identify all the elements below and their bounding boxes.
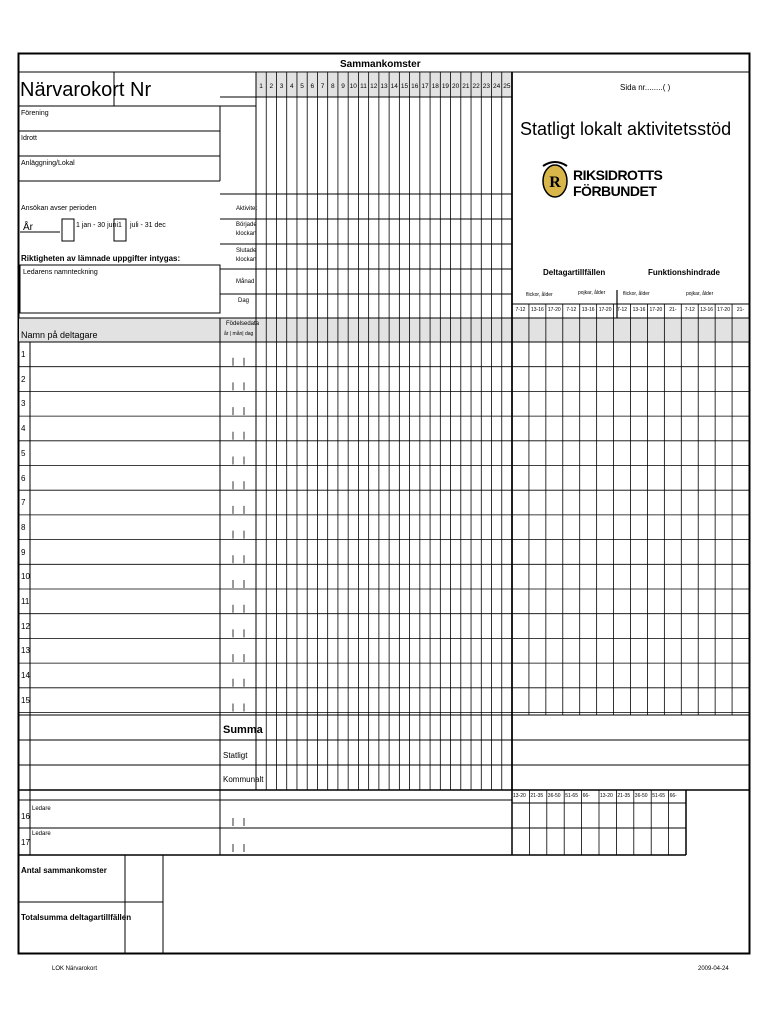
- leader-row-16-number: 16: [21, 812, 30, 821]
- slutade-label-2: klockan: [236, 257, 257, 263]
- leader-age-6: 21-35: [617, 793, 631, 799]
- signature-field[interactable]: [22, 280, 218, 310]
- participant-name-field[interactable]: [31, 492, 219, 513]
- name-header: Namn på deltagare: [21, 330, 98, 340]
- sammankomster-heading: Sammankomster: [340, 59, 421, 70]
- participant-name-field[interactable]: [31, 418, 219, 439]
- participant-name-field[interactable]: [31, 665, 219, 686]
- logo-line-2: FÖRBUNDET: [573, 183, 657, 199]
- participant-name-field[interactable]: [31, 616, 219, 637]
- age-col-2: 17-20: [547, 307, 561, 313]
- age-col-11: 13-16: [700, 307, 714, 313]
- totalsumma-label: Totalsumma deltagartillfällen: [21, 913, 132, 922]
- age-col-6: 7-12: [617, 307, 628, 313]
- age-col-13: 21-: [736, 307, 745, 313]
- anlaggning-label: Anläggning/Lokal: [21, 160, 75, 167]
- session-number-7: 7: [320, 83, 325, 90]
- age-col-4: 13-16: [581, 307, 595, 313]
- participant-row-1-number: 1: [21, 350, 26, 359]
- riktighet-label: Riktigheten av lämnade uppgifter intygas:: [21, 254, 181, 263]
- pojkar-label-1: pojkar, ålder: [578, 290, 606, 296]
- age-col-0: 7-12: [515, 307, 526, 313]
- leader-age-4: 66-: [582, 793, 590, 799]
- session-number-3: 3: [279, 83, 284, 90]
- age-col-12: 17-20: [717, 307, 730, 313]
- session-number-24: 24: [493, 83, 501, 90]
- participant-row-11-number: 11: [21, 597, 30, 606]
- forening-field[interactable]: [20, 118, 218, 130]
- leader-age-5: 13-20: [600, 793, 613, 799]
- antal-field[interactable]: [127, 857, 161, 900]
- kommunalt-label: Kommunalt: [223, 775, 264, 784]
- participant-row-3-number: 3: [21, 399, 26, 409]
- riksidrotts-emblem-icon: [540, 158, 570, 204]
- session-number-11: 11: [360, 83, 367, 90]
- participant-row-12-number: 12: [21, 621, 30, 631]
- age-col-9: 21-: [669, 307, 677, 313]
- footer-left: LOK Närvarokort: [52, 966, 98, 972]
- session-number-8: 8: [330, 83, 335, 90]
- age-col-7: 13-16: [632, 307, 646, 313]
- antal-label: Antal sammankomster: [21, 866, 107, 875]
- totalsumma-field[interactable]: [127, 904, 161, 951]
- anlaggning-field[interactable]: [20, 168, 218, 180]
- participant-name-field[interactable]: [31, 640, 219, 661]
- age-col-8: 17-20: [649, 307, 663, 313]
- session-number-13: 13: [380, 83, 388, 90]
- participant-row-13-number: 13: [21, 646, 30, 656]
- year-label: År: [23, 222, 33, 233]
- slutade-label-1: Slutade: [236, 248, 257, 254]
- session-number-5: 5: [300, 83, 304, 90]
- session-number-18: 18: [431, 83, 439, 90]
- participant-row-2-number: 2: [21, 374, 26, 384]
- leader-age-0: 13-20: [513, 793, 526, 799]
- leader-row-17-number: 17: [21, 838, 30, 847]
- period2-checkbox[interactable]: [115, 220, 125, 240]
- participant-row-15-number: 15: [21, 695, 30, 705]
- leader-row-17-label: Ledare: [32, 831, 51, 837]
- form-title: Statligt lokalt aktivitetsstöd: [520, 119, 732, 139]
- manad-label: Månad: [236, 279, 255, 285]
- borjade-label-1: Började: [236, 222, 257, 228]
- borjade-label-2: klockan: [236, 231, 257, 237]
- fodelse-header-2: år | mån| dag: [224, 331, 254, 337]
- leader-age-9: 66-: [669, 793, 677, 799]
- flickor-label-2: flickor, ålder: [623, 291, 650, 297]
- participant-name-field[interactable]: [31, 690, 219, 711]
- session-number-19: 19: [441, 83, 450, 90]
- year-field[interactable]: [34, 220, 60, 232]
- session-number-15: 15: [400, 83, 409, 90]
- session-number-17: 17: [421, 83, 429, 90]
- statligt-label: Statligt: [223, 751, 248, 760]
- funktionshindrade-heading: Funktionshindrade: [648, 268, 720, 277]
- participant-name-field[interactable]: [31, 566, 219, 587]
- participant-row-9-number: 9: [21, 547, 26, 557]
- ledarens-label: Ledarens namnteckning: [23, 269, 98, 276]
- age-col-5: 17-20: [598, 307, 612, 313]
- participant-row-10-number: 10: [21, 572, 30, 582]
- participant-name-field[interactable]: [31, 443, 219, 464]
- session-number-21: 21: [462, 83, 470, 90]
- leader-age-1: 21-35: [530, 793, 544, 799]
- session-number-12: 12: [370, 83, 378, 90]
- session-number-9: 9: [341, 83, 345, 90]
- pojkar-label-2: pojkar, ålder: [686, 291, 714, 297]
- forening-label: Förening: [21, 110, 49, 117]
- leader-row-16-label: Ledare: [32, 806, 51, 812]
- age-col-10: 7-12: [684, 307, 695, 313]
- participant-name-field[interactable]: [31, 369, 219, 390]
- participant-row-7-number: 7: [21, 498, 26, 508]
- ansokan-label: Ansökan avser perioden: [21, 205, 97, 212]
- participant-row-4-number: 4: [21, 424, 26, 434]
- footer-date: 2009-04-24: [698, 966, 729, 972]
- session-number-16: 16: [411, 83, 419, 90]
- leader-age-3: 51-65: [565, 793, 578, 799]
- session-number-20: 20: [452, 83, 460, 90]
- session-number-23: 23: [482, 83, 490, 90]
- session-number-10: 10: [349, 83, 357, 90]
- participant-name-field[interactable]: [31, 517, 219, 538]
- participant-name-field[interactable]: [31, 468, 219, 489]
- idrott-label: Idrott: [21, 135, 37, 142]
- period2-label: juli - 31 dec: [130, 222, 166, 229]
- leader-age-7: 36-50: [634, 793, 648, 799]
- session-number-2: 2: [269, 83, 274, 90]
- page-title: Närvarokort Nr: [20, 79, 152, 101]
- session-number-22: 22: [472, 83, 480, 90]
- session-number-4: 4: [290, 83, 294, 90]
- flickor-label-1: flickor, ålder: [526, 292, 553, 298]
- svg-text:R: R: [549, 174, 561, 191]
- age-col-3: 7-12: [566, 307, 577, 313]
- session-number-14: 14: [390, 83, 398, 90]
- leader-age-8: 51-65: [652, 793, 665, 799]
- summa-label: Summa: [223, 724, 263, 736]
- participant-row-6-number: 6: [21, 473, 26, 483]
- session-number-1: 1: [259, 83, 263, 90]
- age-col-1: 13-16: [530, 307, 544, 313]
- participant-name-field[interactable]: [31, 591, 219, 612]
- aktivitet-label: Aktivitet: [236, 206, 258, 212]
- fodelse-header-1: Födelsedata: [226, 321, 260, 327]
- period1-checkbox[interactable]: [63, 220, 73, 240]
- participant-row-14-number: 14: [21, 671, 30, 681]
- participant-row-8-number: 8: [21, 522, 26, 532]
- participant-name-field[interactable]: [31, 393, 219, 414]
- participant-name-field[interactable]: [31, 542, 219, 563]
- participant-name-field[interactable]: [31, 344, 219, 365]
- session-number-25: 25: [503, 83, 511, 90]
- leader-age-2: 36-50: [547, 793, 561, 799]
- deltagartillfallen-heading: Deltagartillfällen: [543, 268, 606, 277]
- dag-label: Dag: [238, 298, 250, 304]
- idrott-field[interactable]: [20, 143, 218, 155]
- page-number-label: Sida nr........( ): [620, 83, 671, 92]
- session-number-6: 6: [310, 83, 315, 90]
- period1-label: 1 jan - 30 juni1: [76, 222, 122, 229]
- logo-line-1: RIKSIDROTTS: [573, 167, 663, 183]
- participant-row-5-number: 5: [21, 448, 26, 458]
- card-number-field[interactable]: [116, 74, 218, 104]
